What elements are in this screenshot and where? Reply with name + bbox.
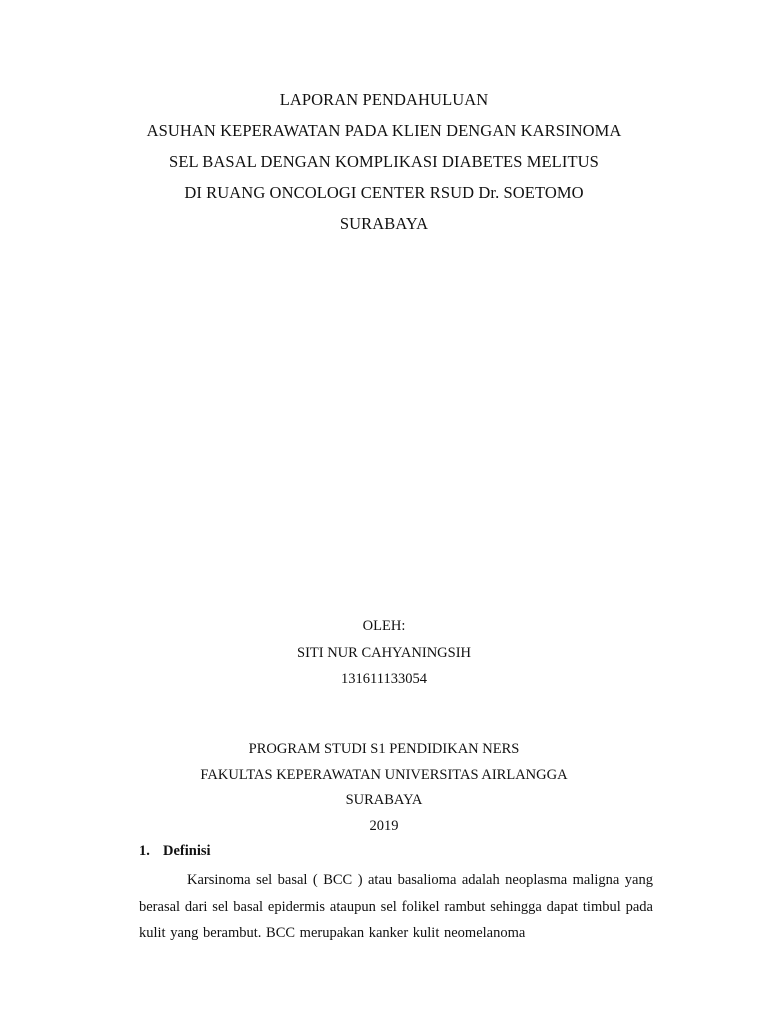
author-block (0, 613, 768, 693)
author-label: OLEH: (362, 618, 406, 634)
author-id: 131611133054 (341, 671, 427, 687)
section-paragraph: Karsinoma sel basal ( BCC ) atau basalioma adalah neoplasma maligna yang berasal dari sel basal epidermis ataupun sel folikel rambut sehingga dapat timbul pada kulit yang berambut. BCC merupakan kanker kulit neomelanoma (139, 872, 653, 941)
document-title (0, 84, 768, 239)
title-line-5: SURABAYA (339, 214, 429, 233)
section-heading (139, 839, 653, 863)
faculty-name: FAKULTAS KEPERAWATAN UNIVERSITAS AIRLANGGA (200, 766, 568, 783)
title-line-2: ASUHAN KEPERAWATAN PADA KLIEN DENGAN KARSINOMA (146, 121, 622, 140)
city-name: SURABAYA (345, 792, 423, 808)
program-name: PROGRAM STUDI S1 PENDIDIKAN NERS (248, 741, 520, 757)
section-heading-text: Definisi (163, 843, 211, 859)
institution-block (0, 737, 768, 839)
title-line-3: SEL BASAL DENGAN KOMPLIKASI DIABETES MELITUS (169, 152, 599, 171)
title-line-1: LAPORAN PENDAHULUAN (279, 90, 489, 109)
author-name: SITI NUR CAHYANINGSIH (297, 644, 471, 661)
section-number: 1. (139, 843, 150, 859)
year: 2019 (369, 817, 399, 834)
definition-section (139, 839, 653, 947)
title-line-4: DI RUANG ONCOLOGI CENTER RSUD Dr. SOETOMO (184, 183, 584, 202)
